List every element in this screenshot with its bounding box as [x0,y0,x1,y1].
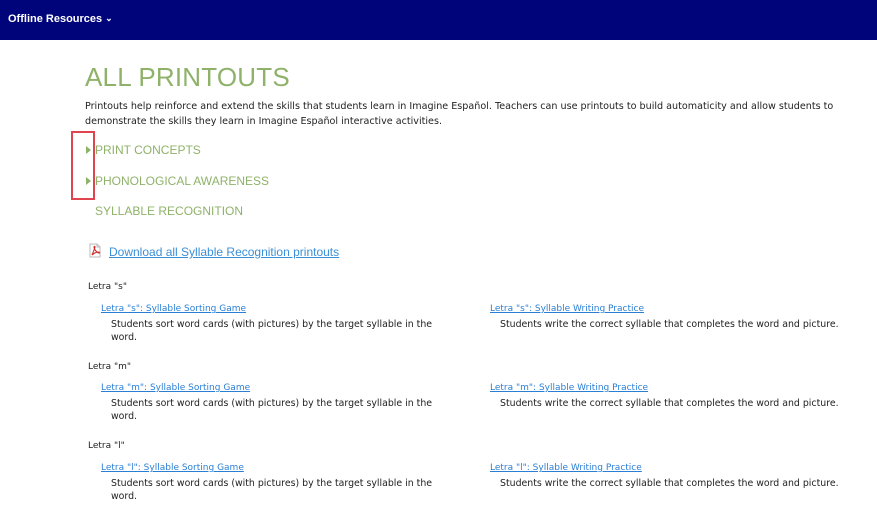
sorting-game-link[interactable]: Letra "s": Syllable Sorting Game [101,304,247,314]
page-title: ALL PRINTOUTS [85,62,290,92]
sorting-game-link[interactable]: Letra "m": Syllable Sorting Game [101,383,251,393]
section-label: PRINT CONCEPTS [95,143,201,157]
sorting-game-description: Students sort word cards (with pictures) by the target syllable in the word. [111,398,433,422]
sorting-game-description: Students sort word cards (with pictures) by the target syllable in the word. [111,478,433,502]
top-navigation-bar [0,0,877,40]
section-syllable-recognition [95,204,243,218]
section-label: SYLLABLE RECOGNITION [95,204,244,218]
writing-practice-description: Students write the correct syllable that completes the word and picture. [500,319,839,330]
writing-practice-link[interactable]: Letra "l": Syllable Writing Practice [490,463,642,473]
chevron-down-icon: ⌄ [105,13,113,23]
writing-practice-link[interactable]: Letra "s": Syllable Writing Practice [490,304,644,314]
writing-practice-description: Students write the correct syllable that completes the word and picture. [500,398,839,409]
offline-resources-label: Offline Resources [8,13,103,25]
group-heading: Letra "s" [88,282,127,292]
group-heading: Letra "m" [88,362,132,372]
pdf-file-icon [88,243,102,258]
writing-practice-description: Students write the correct syllable that completes the word and picture. [500,478,839,489]
writing-practice-link[interactable]: Letra "m": Syllable Writing Practice [490,383,649,393]
download-all-link[interactable]: Download all Syllable Recognition printouts [109,245,340,259]
sorting-game-description: Students sort word cards (with pictures) by the target syllable in the word. [111,319,433,343]
sorting-game-link[interactable]: Letra "l": Syllable Sorting Game [101,463,244,473]
section-label: PHONOLOGICAL AWARENESS [95,174,270,188]
highlight-box [71,131,95,200]
page-intro: Printouts help reinforce and extend the skills that students learn in Imagine Español. Teachers can use printouts to build automaticity and allow students to demonstrate the skills they learn in Imagine Español interactive activities. [85,101,834,127]
group-heading: Letra "l" [88,441,125,451]
offline-resources-menu[interactable] [8,13,113,25]
